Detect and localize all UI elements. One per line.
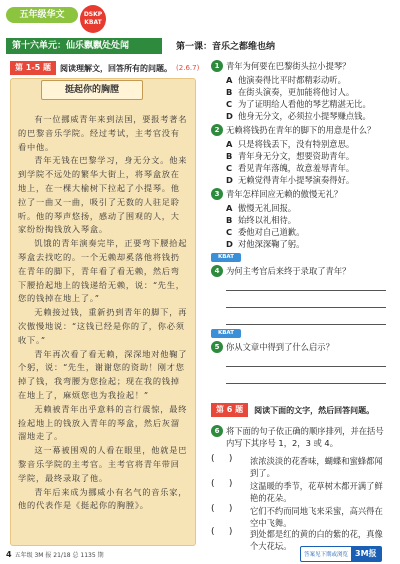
question-text: 青年为何要在巴黎街头拉小提琴？ (226, 61, 351, 71)
question-number: 4 (211, 265, 223, 277)
passage-paragraph: 青年无钱在巴黎学习，身无分文。他来到学院不远处的繁华大街上，将琴盒放在地上，在一棵大榆树下拉起了小提琴。他拉了一曲又一曲，吸引了无数的人驻足聆听。他的琴声悠扬，感动了围观的人，大家纷纷掏钱放入琴盒。 (18, 155, 188, 235)
question-text: 将下面的句子依正确的顺序排列，并在括号内写下其序号 1，2，3 或 4。 (226, 426, 384, 448)
question-range-tag: 第 1-5 题 (10, 61, 56, 75)
option-b[interactable]: B 在街头演奏，更加能将他讨人。 (226, 87, 355, 97)
answer-bracket[interactable]: ( ) (211, 527, 233, 537)
answer-line[interactable] (226, 307, 386, 308)
badge-bottom: KBAT (84, 19, 102, 26)
unit-title: 第十六单元：仙乐飘飘处处闻 (6, 38, 162, 54)
answer-line[interactable] (226, 290, 386, 291)
question-text: 无赖将钱扔在青年的脚下的用意是什么？ (226, 125, 376, 135)
lesson-title: 第一课：音乐之都维也纳 (176, 42, 276, 52)
passage-paragraph: 青年再次看了看无赖，深深地对他鞠了个躬，说：“先生，谢谢您的资助！刚才您掉了钱，我弯腰为您捡起；现在我的钱掉在地上了，麻烦您也为我捡起！” (18, 348, 188, 400)
sentence-item: 它们不约而同地飞来采蜜，高兴得在空中飞舞。 (250, 506, 383, 528)
answer-bracket[interactable]: ( ) (211, 504, 233, 514)
passage-paragraph: 有一位挪威青年来到法国，要报考著名的巴黎音乐学院。经过考试，主考官没有看中他。 (18, 114, 188, 152)
passage-paragraph: 这一幕被围观的人看在眼里，他就是巴黎音乐学院的主考官。主考官将青年带回学院，最终录取了他。 (18, 445, 188, 483)
option-c[interactable]: C 为了证明给人看他的琴艺精湛无比。 (226, 99, 371, 109)
issue-info: 五年级 3M 报 21/18 总 1135 期 (14, 552, 104, 559)
badge-top: DSKP (83, 11, 103, 18)
option-d[interactable]: D 他身无分文，必须拉小提琴赚点钱。 (226, 111, 371, 121)
kbat-tag: KBAT (211, 329, 241, 338)
question-number: 1 (211, 60, 223, 72)
question-number: 6 (211, 425, 223, 437)
option-a[interactable]: A 傲慢无礼回报。 (226, 203, 297, 213)
option-d[interactable]: D 对他深深鞠了躬。 (226, 239, 305, 249)
section-6-instruction: 阅读下面的文字，然后回答问题。 (254, 405, 375, 415)
footer-promo[interactable] (300, 546, 382, 562)
sentence-item: 这温暖的季节，花草树木都开满了鲜艳的花朵。 (250, 481, 383, 503)
option-a[interactable]: A 只是将钱丢下，没有特别意思。 (226, 139, 355, 149)
brand-logo: 3M报 (351, 547, 381, 561)
question-text: 青年怎样回应无赖的傲慢无礼？ (226, 189, 343, 199)
option-a[interactable]: A 他演奏得比平时都精彩动听。 (226, 75, 346, 85)
kbat-tag: KBAT (211, 253, 241, 262)
footer-info (6, 550, 104, 559)
option-b[interactable]: B 始终以礼相待。 (226, 215, 297, 225)
sentence-item: 到处都是红的黄的白的紫的花，真像个大花坛。 (250, 529, 383, 551)
question-number: 2 (211, 124, 223, 136)
promo-text: 答案见下期或浏览 (304, 552, 349, 558)
question-number: 3 (211, 188, 223, 200)
question-text: 为何主考官后来终于录取了青年？ (226, 266, 351, 276)
answer-line[interactable] (226, 366, 386, 367)
answer-line[interactable] (226, 324, 386, 325)
question-tag: 第 6 题 (211, 403, 248, 417)
answer-bracket[interactable]: ( ) (211, 479, 233, 489)
answer-bracket[interactable]: ( ) (211, 454, 233, 464)
option-b[interactable]: B 青年身无分文，想要资助青年。 (226, 151, 355, 161)
passage-paragraph: 饥饿的青年演奏完毕，正要弯下腰拾起琴盒去找吃的。一个无赖却奚落他将钱扔在青年的脚下，青年看了看无赖，然后弯下腰拾起地上的钱递给无赖，说：“先生，您的钱掉在地上了。” (18, 238, 188, 304)
page-number: 4 (6, 550, 12, 559)
passage-text (18, 113, 188, 513)
passage-paragraph: 无赖接过钱，重新扔到青年的脚下，再次傲慢地说：“这钱已经是你的了，你必须收下。” (18, 307, 188, 345)
option-c[interactable]: C 委他对自己道歉。 (226, 227, 305, 237)
option-c[interactable]: C 看见青年落魄，故意羞辱青年。 (226, 163, 355, 173)
section-pill: 五年级华文 (6, 7, 78, 23)
question-text: 你从文章中得到了什么启示？ (226, 342, 334, 352)
passage-paragraph: 无赖被青年出乎意料的言行震惊，最终捡起地上的钱放入青年的琴盒，然后灰溜溜地走了。 (18, 403, 188, 442)
option-d[interactable]: D 无赖觉得青年小提琴演奏得好。 (226, 175, 355, 185)
question-instruction: 阅读理解文，回答所有的问题。 (60, 63, 173, 73)
dskp-kbat-badge (80, 5, 106, 33)
passage-title: 挺起你的胸膛 (41, 80, 143, 100)
section-6-header (211, 403, 374, 417)
question-block-header (10, 61, 199, 75)
question-code: (2.6.7) (176, 64, 200, 72)
question-number: 5 (211, 341, 223, 353)
answer-line[interactable] (226, 383, 386, 384)
sentence-item: 浓浓淡淡的花香味，蝴蝶和蜜蜂都闻到了。 (250, 456, 383, 478)
passage-paragraph: 青年后来成为挪威小有名气的音乐家，他的代表作是《挺起你的胸膛》。 (18, 486, 188, 511)
